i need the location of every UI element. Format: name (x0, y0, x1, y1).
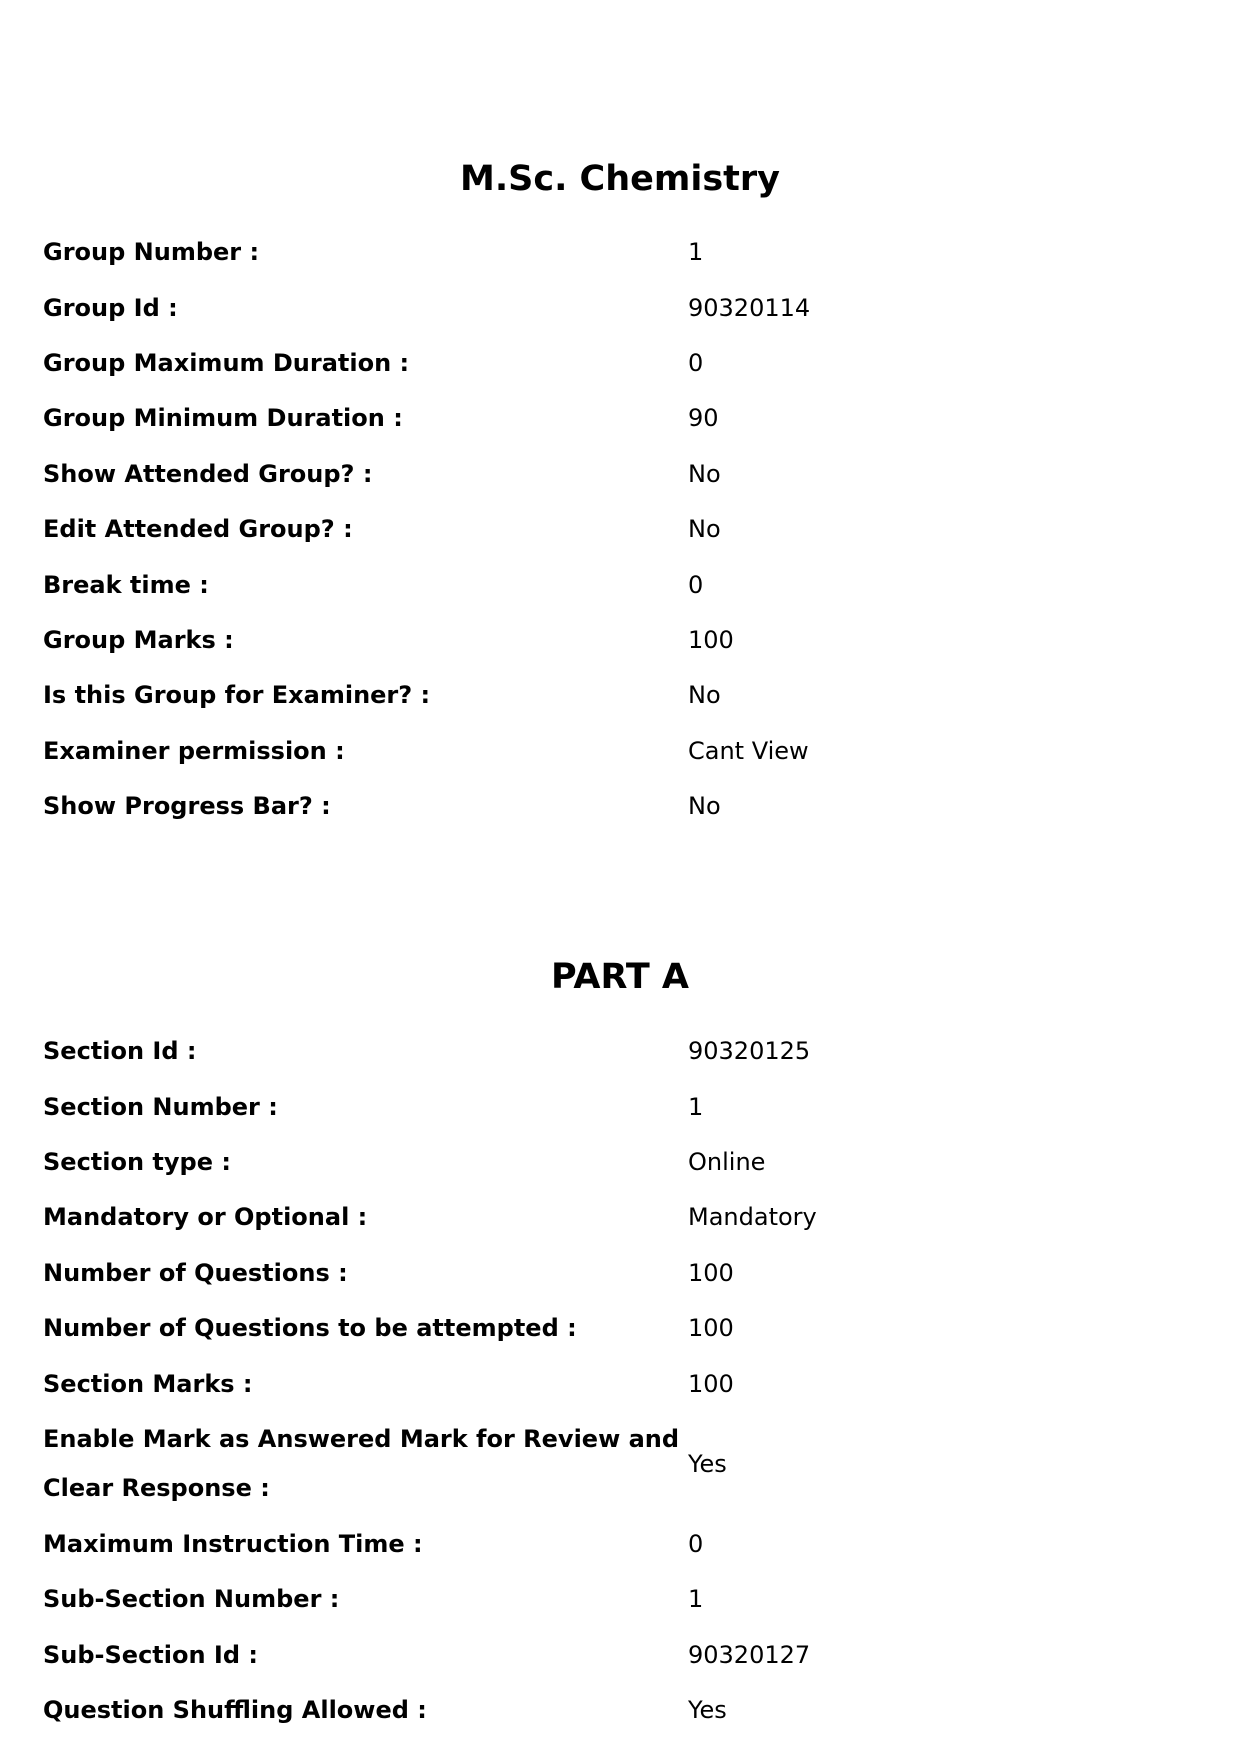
show-attended-group-value: No (688, 459, 721, 488)
detail-row (43, 1024, 1193, 1079)
questions-to-attempt-label: Number of Questions to be attempted : (43, 1314, 577, 1343)
group-min-duration-label: Group Minimum Duration : (43, 404, 403, 433)
detail-row (43, 1301, 1193, 1356)
section-id-value: 90320125 (688, 1037, 811, 1066)
group-id-value: 90320114 (688, 293, 811, 322)
group-id-label: Group Id : (43, 293, 178, 322)
group-details (43, 225, 1193, 834)
detail-row (43, 613, 1193, 668)
detail-row (43, 1356, 1193, 1411)
sub-section-id-label: Sub-Section Id : (43, 1640, 258, 1669)
group-min-duration-value: 90 (688, 404, 719, 433)
detail-row (43, 1079, 1193, 1134)
max-instruction-time-label: Maximum Instruction Time : (43, 1529, 423, 1558)
detail-row (43, 668, 1193, 723)
break-time-label: Break time : (43, 570, 209, 599)
section-details (43, 1024, 1193, 1738)
questions-to-attempt-value: 100 (688, 1314, 734, 1343)
break-time-value: 0 (688, 570, 704, 599)
detail-row (43, 1517, 1193, 1572)
group-max-duration-value: 0 (688, 348, 704, 377)
show-progress-bar-label: Show Progress Bar? : (43, 792, 331, 821)
detail-row (43, 447, 1193, 502)
detail-row (43, 779, 1193, 834)
sub-section-id-value: 90320127 (688, 1640, 811, 1669)
detail-row (43, 336, 1193, 391)
detail-row (43, 1246, 1193, 1301)
detail-row (43, 1412, 1193, 1517)
show-progress-bar-value: No (688, 792, 721, 821)
group-number-value: 1 (688, 238, 704, 267)
enable-mark-answered-value: Yes (688, 1449, 727, 1478)
group-marks-label: Group Marks : (43, 625, 234, 654)
section-number-label: Section Number : (43, 1092, 278, 1121)
section-type-value: Online (688, 1147, 766, 1176)
examiner-permission-label: Examiner permission : (43, 736, 345, 765)
mandatory-or-optional-value: Mandatory (688, 1203, 817, 1232)
enable-mark-answered-label: Enable Mark as Answered Mark for Review and Clear Response : (43, 1425, 680, 1503)
detail-row (43, 1190, 1193, 1245)
section-number-value: 1 (688, 1092, 704, 1121)
section-marks-label: Section Marks : (43, 1369, 253, 1398)
sub-section-number-label: Sub-Section Number : (43, 1585, 340, 1614)
section-title: PART A (550, 957, 690, 997)
group-title: M.Sc. Chemistry (459, 159, 780, 199)
detail-row (43, 391, 1193, 446)
detail-row (43, 225, 1193, 280)
detail-row (43, 1135, 1193, 1190)
examiner-permission-value: Cant View (688, 736, 809, 765)
question-shuffling-value: Yes (688, 1696, 727, 1725)
detail-row (43, 280, 1193, 335)
max-instruction-time-value: 0 (688, 1529, 704, 1558)
question-shuffling-label: Question Shuffling Allowed : (43, 1696, 427, 1725)
group-marks-value: 100 (688, 625, 734, 654)
sub-section-number-value: 1 (688, 1585, 704, 1614)
detail-row (43, 1683, 1193, 1738)
section-type-label: Section type : (43, 1147, 231, 1176)
number-of-questions-label: Number of Questions : (43, 1258, 348, 1287)
number-of-questions-value: 100 (688, 1258, 734, 1287)
section-marks-value: 100 (688, 1369, 734, 1398)
detail-row (43, 1628, 1193, 1683)
mandatory-or-optional-label: Mandatory or Optional : (43, 1203, 368, 1232)
group-for-examiner-label: Is this Group for Examiner? : (43, 681, 431, 710)
edit-attended-group-value: No (688, 515, 721, 544)
show-attended-group-label: Show Attended Group? : (43, 459, 373, 488)
detail-row (43, 1572, 1193, 1627)
group-max-duration-label: Group Maximum Duration : (43, 348, 410, 377)
group-for-examiner-value: No (688, 681, 721, 710)
detail-row (43, 557, 1193, 612)
group-number-label: Group Number : (43, 238, 260, 267)
edit-attended-group-label: Edit Attended Group? : (43, 515, 353, 544)
section-id-label: Section Id : (43, 1037, 197, 1066)
detail-row (43, 502, 1193, 557)
detail-row (43, 724, 1193, 779)
